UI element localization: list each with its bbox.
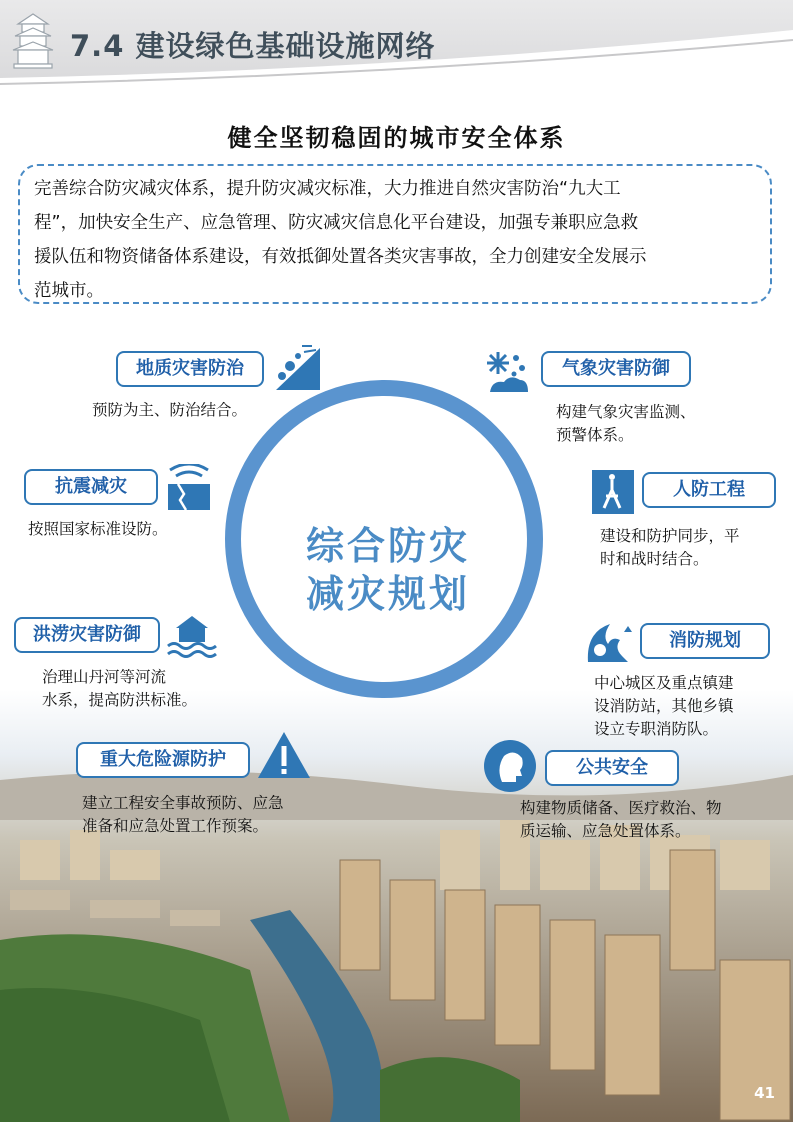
desc-line: 质运输、应急处置体系。 <box>520 822 691 840</box>
earthquake-icon <box>164 464 214 514</box>
fire-icon <box>584 618 634 664</box>
desc-earthquake: 按照国家标准设防。 <box>28 520 168 538</box>
center-title-line: 减灾规划 <box>305 572 470 616</box>
center-title <box>268 522 508 618</box>
intro-line: 程”，加快安全生产、应急管理、防灾减灾信息化平台建设，加强专兼职应急救 <box>34 213 639 233</box>
weather-icon <box>484 348 530 394</box>
desc-line: 预警体系。 <box>556 426 634 444</box>
desc-line: 建立工程安全事故预防、应急 <box>82 794 284 812</box>
label-geo-hazard: 地质灾害防治 <box>116 351 264 387</box>
desc-line: 构建物质储备、医疗救治、物 <box>520 799 722 817</box>
desc-public-safety <box>520 797 722 843</box>
shelter-icon <box>590 468 636 516</box>
landslide-icon <box>272 342 324 394</box>
intro-line: 范城市。 <box>34 281 104 301</box>
desc-geo-hazard: 预防为主、防治结合。 <box>92 401 248 419</box>
intro-line: 援队伍和物资储备体系建设，有效抵御处置各类灾害事故，全力创建安全发展示 <box>34 247 647 267</box>
label-civil-defense: 人防工程 <box>642 472 776 508</box>
label-earthquake: 抗震减灾 <box>24 469 158 505</box>
desc-civil-defense <box>600 525 740 571</box>
desc-line: 设消防站，其他乡镇 <box>594 697 734 715</box>
desc-line: 时和战时结合。 <box>600 550 709 568</box>
flood-icon <box>166 610 218 662</box>
desc-fire-planning <box>594 672 734 741</box>
desc-weather <box>556 401 696 447</box>
pagoda-logo-icon <box>10 10 56 72</box>
label-fire-planning: 消防规划 <box>640 623 770 659</box>
page-number: 41 <box>754 1084 775 1102</box>
desc-line: 设立专职消防队。 <box>594 720 719 738</box>
label-public-safety: 公共安全 <box>545 750 679 786</box>
desc-line: 准备和应急处置工作预案。 <box>82 817 269 835</box>
desc-major-hazard <box>82 792 284 838</box>
section-title: 健全坚韧稳固的城市安全体系 <box>227 124 566 152</box>
desc-line: 中心城区及重点镇建 <box>594 674 734 692</box>
label-flood: 洪涝灾害防御 <box>14 617 160 653</box>
warning-icon <box>256 730 312 780</box>
desc-line: 构建气象灾害监测、 <box>556 403 696 421</box>
desc-line: 治理山丹河等河流 <box>42 668 167 686</box>
center-title-line: 综合防灾 <box>305 524 470 568</box>
public-safety-icon <box>482 738 538 794</box>
chapter-title: 7.4 建设绿色基础设施网络 <box>70 29 436 63</box>
label-weather: 气象灾害防御 <box>541 351 691 387</box>
label-major-hazard: 重大危险源防护 <box>76 742 250 778</box>
desc-flood <box>42 666 197 712</box>
intro-paragraph <box>34 172 764 308</box>
desc-line: 水系，提高防洪标准。 <box>42 691 198 709</box>
intro-line: 完善综合防灾减灾体系，提升防灾减灾标准，大力推进自然灾害防治“九大工 <box>34 179 621 199</box>
desc-line: 建设和防护同步，平 <box>600 527 740 545</box>
